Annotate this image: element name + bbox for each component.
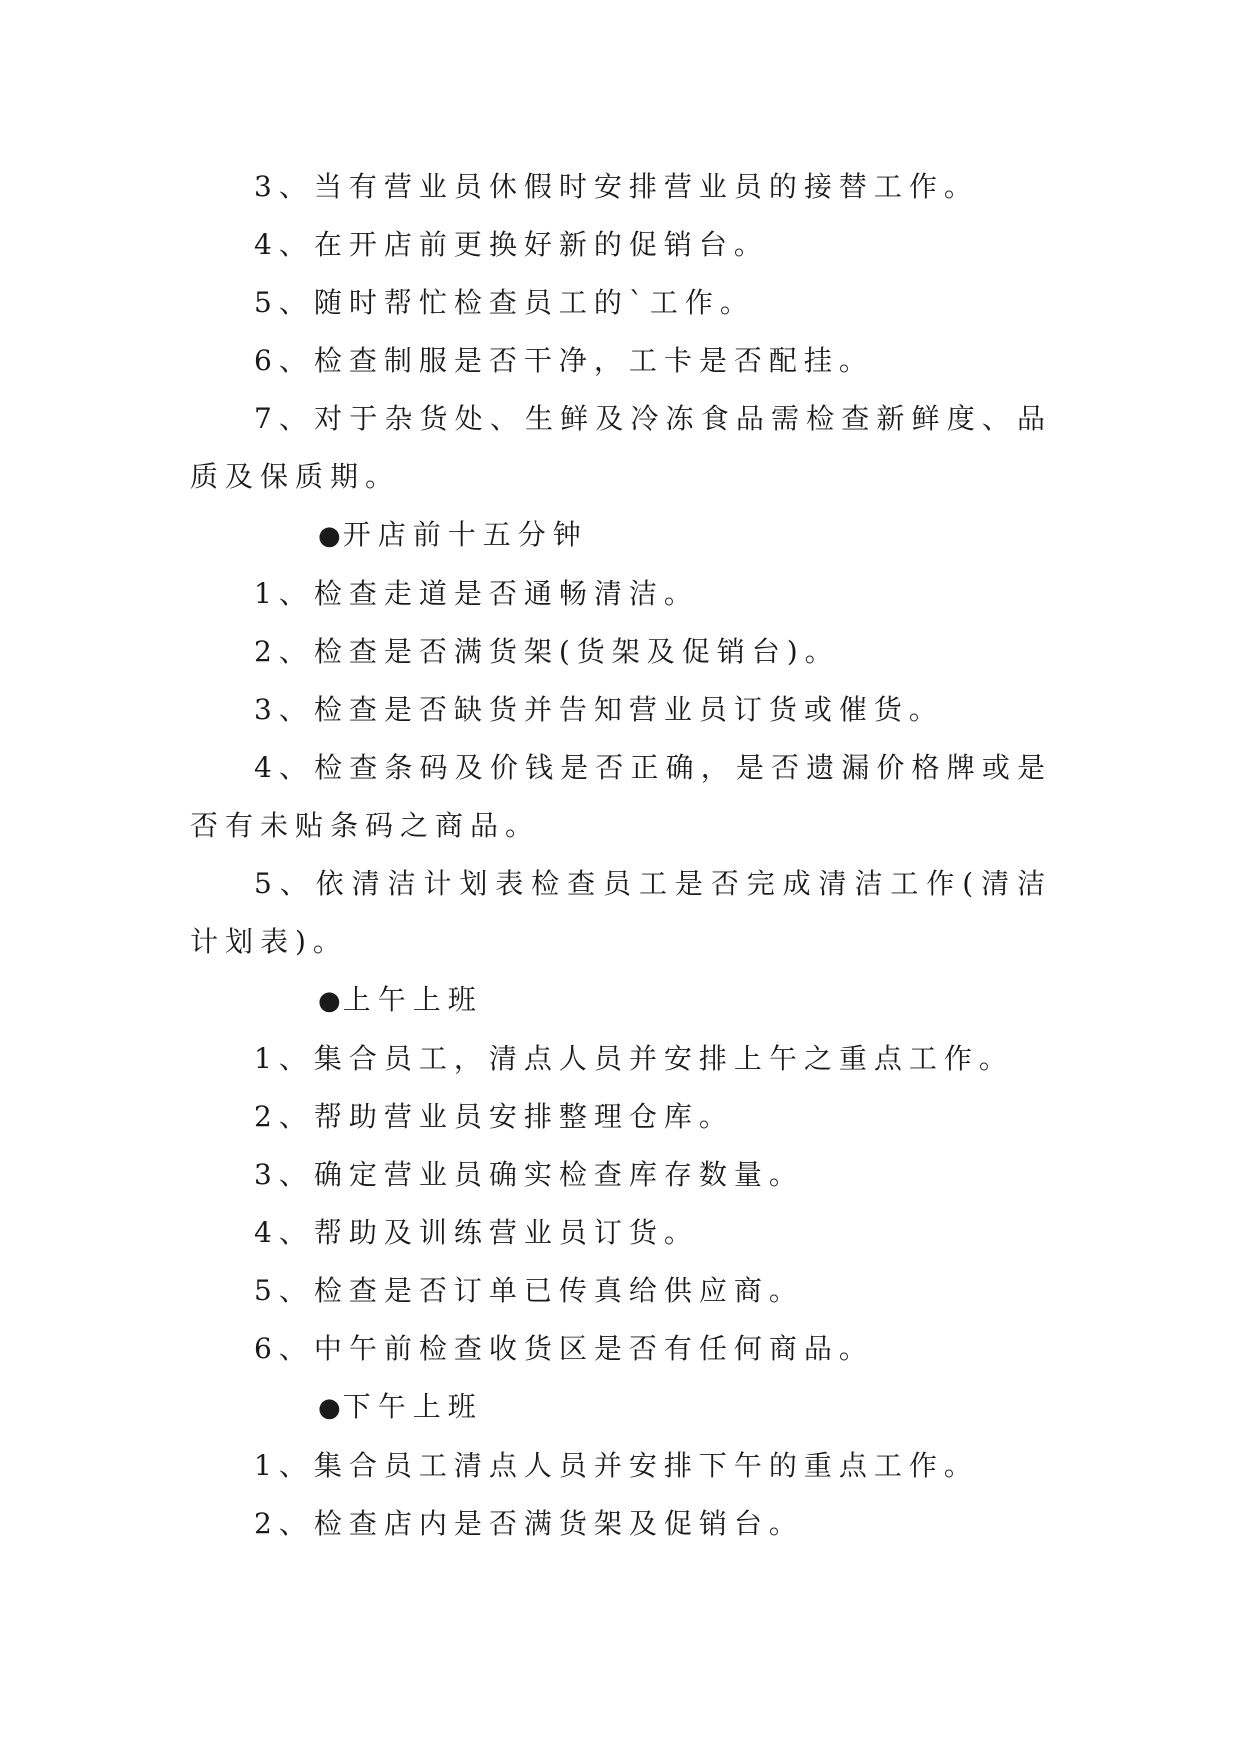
section-heading <box>190 971 1052 1030</box>
list-item: 2、检查是否满货架(货架及促销台)。 <box>254 635 840 668</box>
list-item: 4、检查条码及价钱是否正确，是否遗漏价格牌或是否有未贴条码之商品。 <box>190 751 1052 842</box>
list-item: 1、集合员工清点人员并安排下午的重点工作。 <box>254 1449 979 1482</box>
list-item: 4、在开店前更换好新的促销台。 <box>254 228 769 261</box>
list-item: 3、检查是否缺货并告知营业员订货或催货。 <box>254 693 944 726</box>
section-heading <box>190 1378 1052 1437</box>
bullet-icon: ● <box>318 1393 341 1423</box>
list-item: 5、检查是否订单已传真给供应商。 <box>254 1274 804 1307</box>
list-item: 1、检查走道是否通畅清洁。 <box>254 577 699 610</box>
section-heading-text: 开店前十五分钟 <box>342 518 588 551</box>
list-item: 4、帮助及训练营业员订货。 <box>254 1216 699 1249</box>
section-heading <box>190 506 1052 565</box>
list-item: 2、检查店内是否满货架及促销台。 <box>254 1507 804 1540</box>
list-item: 7、对于杂货处、生鲜及冷冻食品需检查新鲜度、品质及保质期。 <box>190 402 1052 493</box>
section-heading-text: 下午上班 <box>342 1390 483 1423</box>
list-item: 6、检查制服是否干净，工卡是否配挂。 <box>254 344 874 377</box>
list-item: 3、当有营业员休假时安排营业员的接替工作。 <box>254 170 979 203</box>
list-item: 5、依清洁计划表检查员工是否完成清洁工作(清洁计划表)。 <box>190 867 1052 958</box>
section-heading-text: 上午上班 <box>342 983 483 1016</box>
list-item: 6、中午前检查收货区是否有任何商品。 <box>254 1332 874 1365</box>
list-item: 1、集合员工，清点人员并安排上午之重点工作。 <box>254 1042 1014 1075</box>
document-body <box>190 158 1052 1553</box>
list-item: 5、随时帮忙检查员工的`工作。 <box>254 286 755 319</box>
list-item: 2、帮助营业员安排整理仓库。 <box>254 1100 734 1133</box>
bullet-icon: ● <box>318 521 341 551</box>
list-item: 3、确定营业员确实检查库存数量。 <box>254 1158 804 1191</box>
bullet-icon: ● <box>318 986 341 1016</box>
